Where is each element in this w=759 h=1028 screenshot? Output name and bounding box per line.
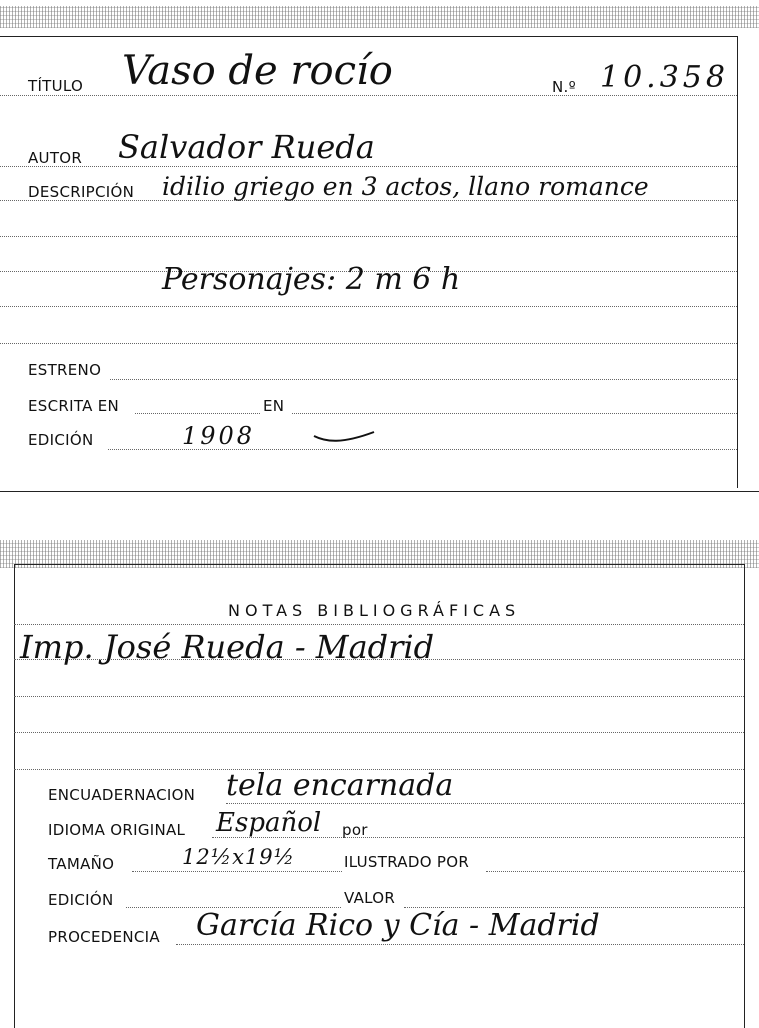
procedencia-label: PROCEDENCIA [48,928,160,946]
estreno-label: ESTRENO [28,361,102,379]
titulo-label: TÍTULO [28,77,84,95]
card-border-right [737,36,738,488]
scan-noise [0,6,759,28]
autor-label: AUTOR [28,149,83,167]
ruled-line [0,306,737,307]
notas-line-1: Imp. José Rueda - Madrid [20,628,435,666]
valor-label: VALOR [344,889,396,907]
titulo-value: Vaso de rocío [122,48,393,94]
ilustrado-label: ILUSTRADO POR [344,853,470,871]
catalog-card-bottom [0,540,759,1028]
ruled-line [14,696,744,697]
card-border-top [0,36,737,37]
ruled-line [132,871,342,872]
descripcion-label: DESCRIPCIÓN [28,183,135,201]
ruled-line [176,944,744,945]
ruled-line [14,732,744,733]
escrita-en-label: ESCRITA EN [28,397,120,415]
ruled-line [0,343,737,344]
idioma-value: Español [216,808,322,838]
procedencia-value: García Rico y Cía - Madrid [196,908,600,943]
numero-value: 10.358 [600,60,729,95]
ruled-line [0,166,737,167]
card-border-top [14,564,744,565]
ruled-line [486,871,744,872]
edicion-label: EDICIÓN [28,431,94,449]
edicion-label-bottom: EDICIÓN [48,891,114,909]
ruled-line [292,413,737,414]
descripcion-value: idilio griego en 3 actos, llano romance [162,172,649,201]
tamano-label: TAMAÑO [48,855,115,873]
idioma-label: IDIOMA ORIGINAL [48,821,186,839]
tilde-mark [312,428,376,446]
notas-title: NOTAS BIBLIOGRÁFICAS [228,601,521,620]
en-label: EN [263,397,285,415]
encuadernacion-label: ENCUADERNACION [48,786,196,804]
tamano-value: 12½x19½ [182,845,295,869]
por-label: por [342,821,368,839]
catalog-card-top [0,0,759,495]
edicion-value: 1908 [182,422,256,450]
card-border-right [744,564,745,1028]
autor-value: Salvador Rueda [118,128,375,166]
card-border-left [14,564,15,1028]
ruled-line [226,803,744,804]
ruled-line [0,236,737,237]
ruled-line [14,624,744,625]
encuadernacion-value: tela encarnada [226,768,454,803]
personajes-value: Personajes: 2 m 6 h [162,262,461,297]
numero-label: N.º [552,78,576,96]
ruled-line [0,95,737,96]
ruled-line [110,379,737,380]
ruled-line [135,413,260,414]
card-border-bottom [0,491,759,492]
